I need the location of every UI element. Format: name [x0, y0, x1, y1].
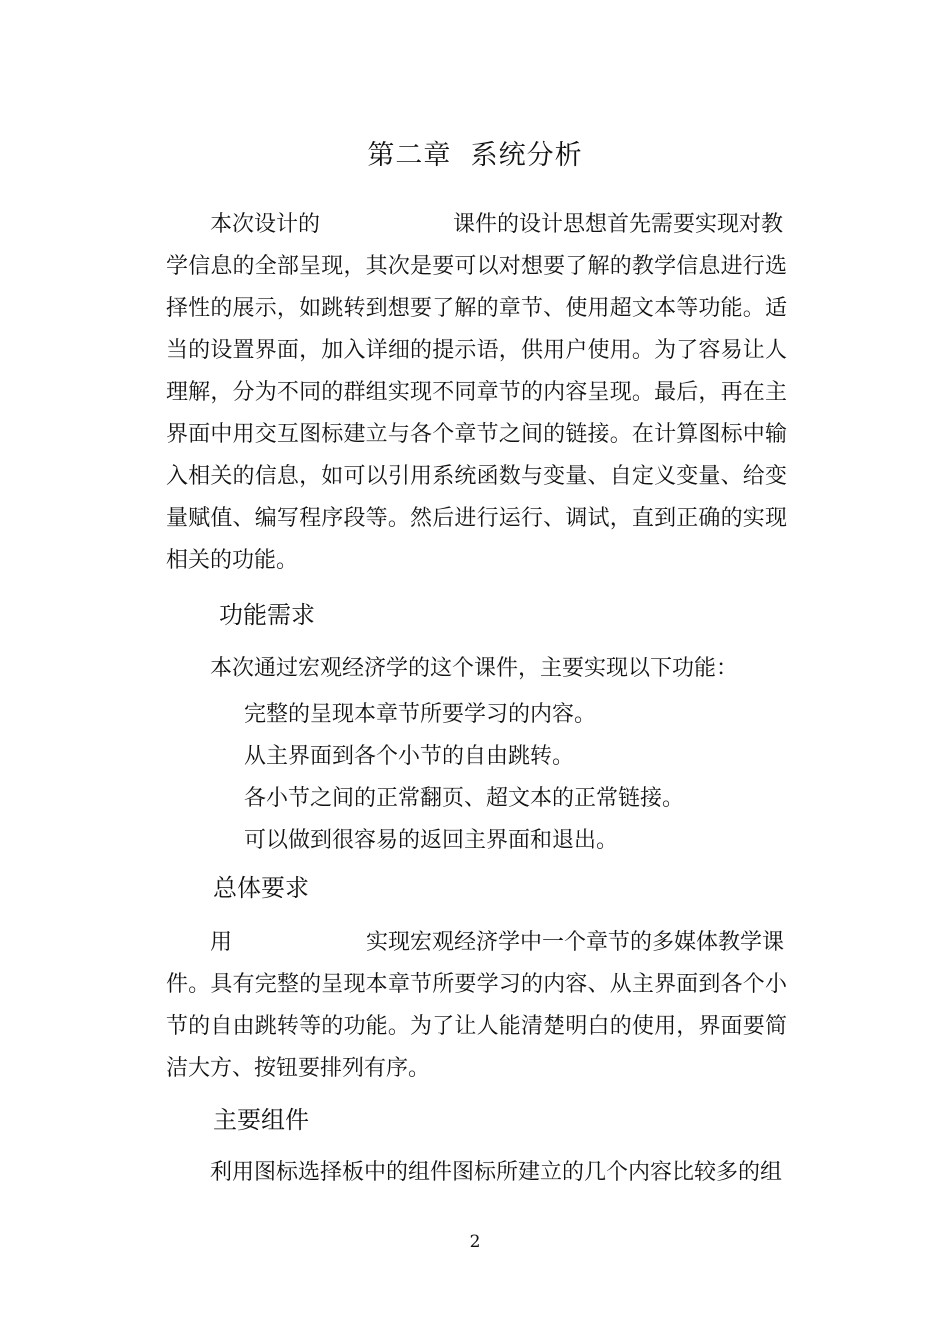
components-line-1: 利用图标选择板中的组件图标所建立的几个内容比较多的组 [210, 1160, 783, 1185]
function-item-4: 可以做到很容易的返回主界面和退出。 [244, 828, 619, 853]
intro-line-4: 当的设置界面，加入详细的提示语，供用户使用。为了容易让人 [166, 338, 787, 363]
intro-line-5: 理解，分为不同的群组实现不同章节的内容呈现。最后，再在主 [166, 380, 787, 405]
chapter-title: 第二章 系统分析 [367, 140, 583, 171]
intro-line-1-end: 课件的设计思想首先需要实现对教 [453, 212, 784, 237]
intro-line-1-start: 本次设计的 [210, 212, 321, 237]
heading-functional-requirements: 功能需求 [219, 601, 315, 629]
intro-line-8: 量赋值、编写程序段等。然后进行运行、调试，直到正确的实现 [166, 506, 787, 531]
overall-line-1-end: 实现宏观经济学中一个章节的多媒体教学课 [366, 930, 785, 955]
intro-line-3: 择性的展示，如跳转到想要了解的章节、使用超文本等功能。适 [166, 296, 787, 321]
function-item-2: 从主界面到各个小节的自由跳转。 [244, 744, 575, 769]
overall-line-2: 件。具有完整的呈现本章节所要学习的内容、从主界面到各个小 [166, 972, 787, 997]
function-item-3: 各小节之间的正常翻页、超文本的正常链接。 [244, 786, 685, 811]
function-lead: 本次通过宏观经济学的这个课件，主要实现以下功能： [210, 656, 739, 681]
heading-overall-requirements: 总体要求 [213, 874, 309, 902]
function-item-1: 完整的呈现本章节所要学习的内容。 [244, 702, 597, 727]
intro-line-6: 界面中用交互图标建立与各个章节之间的链接。在计算图标中输 [166, 422, 787, 447]
intro-line-7: 入相关的信息，如可以引用系统函数与变量、自定义变量、给变 [166, 464, 787, 489]
heading-main-components: 主要组件 [213, 1106, 309, 1134]
page-number: 2 [469, 1232, 481, 1252]
overall-line-1-start: 用 [210, 930, 233, 955]
overall-line-4: 洁大方、按钮要排列有序。 [166, 1056, 431, 1081]
intro-line-9: 相关的功能。 [166, 548, 299, 573]
overall-line-3: 节的自由跳转等的功能。为了让人能清楚明白的使用，界面要简 [166, 1014, 787, 1039]
intro-line-2: 学信息的全部呈现，其次是要可以对想要了解的教学信息进行选 [166, 254, 787, 279]
